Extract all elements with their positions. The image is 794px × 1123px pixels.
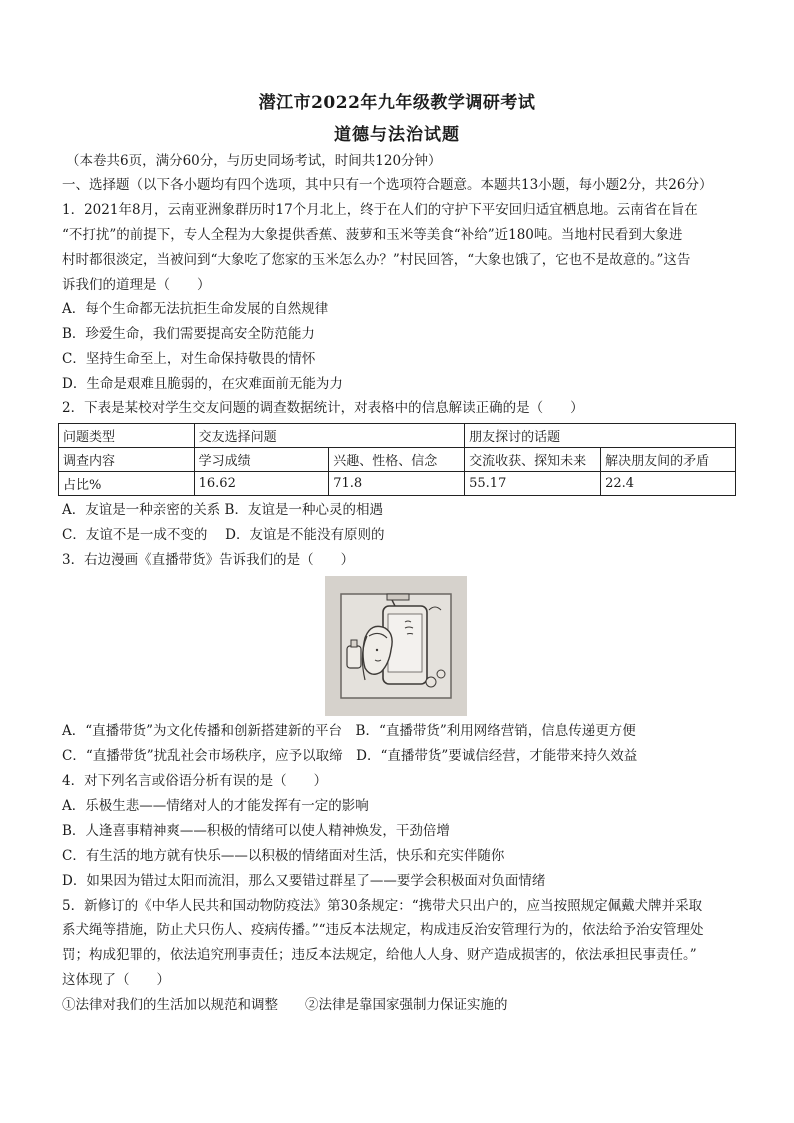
q1-option-c: C．坚持生命至上，对生命保持敬畏的情怀 (62, 351, 316, 367)
table-cell: 占比% (59, 472, 195, 496)
exam-title: 潜江市2022年九年级教学调研考试 (258, 93, 536, 113)
table-cell: 兴趣、性格、信念 (329, 448, 465, 472)
q4-option-b: B．人逢喜事精神爽——积极的情绪可以使人精神焕发，干劲倍增 (62, 823, 450, 839)
q1-stem-line-4: 诉我们的道理是（ ） (62, 277, 211, 293)
table-row (59, 424, 736, 448)
table-cell: 71.8 (329, 472, 465, 496)
q4-option-d: D．如果因为错过太阳而流泪，那么又要错过群星了——要学会积极面对负面情绪 (62, 873, 546, 889)
q5-statements: ①法律对我们的生活加以规范和调整 ②法律是靠国家强制力保证实施的 (62, 997, 508, 1013)
q4-option-c: C．有生活的地方就有快乐——以积极的情绪面对生活，快乐和充实伴随你 (62, 848, 505, 864)
section-heading: 一、选择题（以下各小题均有四个选项，其中只有一个选项符合题意。本题共13小题，每小题2分，共26分） (62, 177, 713, 193)
table-row (59, 448, 736, 472)
q4-stem: 4．对下列名言或俗语分析有误的是（ ） (62, 773, 328, 789)
table-cell: 16.62 (194, 472, 329, 496)
table-row (59, 472, 736, 496)
cartoon-illustration (325, 576, 467, 716)
exam-note: （本卷共6页，满分60分，与历史同场考试，时间共120分钟） (66, 153, 442, 169)
table-cell: 问题类型 (59, 424, 195, 448)
table-cell: 55.17 (465, 472, 601, 496)
q1-option-a: A．每个生命都无法抗拒生命发展的自然规律 (62, 301, 329, 317)
livestream-cartoon-image (325, 576, 467, 716)
q1-stem-line-2: “不打扰”的前提下，专人全程为大象提供香蕉、菠萝和玉米等美食“补给”近180吨。当地村民看到大象进 (62, 227, 683, 243)
table-cell: 22.4 (601, 472, 736, 496)
table-cell: 解决朋友间的矛盾 (601, 448, 736, 472)
survey-table (58, 423, 736, 496)
q1-stem-line-3: 村时都很淡定，当被问到“大象吃了您家的玉米怎么办？”村民回答，“大象也饿了，它也不是故意的。”这告 (62, 252, 691, 268)
table-cell: 朋友探讨的话题 (465, 424, 736, 448)
table-cell: 交流收获、探知未来 (465, 448, 601, 472)
q1-option-d: D．生命是艰难且脆弱的，在灾难面前无能为力 (62, 376, 343, 392)
q1-option-b: B．珍爱生命，我们需要提高安全防范能力 (62, 326, 315, 342)
q5-stem-line-4: 这体现了（ ） (62, 972, 170, 988)
q3-options-ab: A．“直播带货”为文化传播和创新搭建新的平台 B．“直播带货”利用网络营销，信息传递更方便 (62, 723, 636, 739)
q5-stem-line-3: 罚；构成犯罪的，依法追究刑事责任；违反本法规定，给他人人身、财产造成损害的，依法承担民事责任。” (62, 947, 697, 963)
table-cell: 交友选择问题 (194, 424, 465, 448)
q5-stem-line-2: 系犬绳等措施，防止犬只伤人、疫病传播。”“违反本法规定，构成违反治安管理行为的，依法给予治安管理处 (62, 922, 704, 938)
q2-stem: 2．下表是某校对学生交友问题的调查数据统计，对表格中的信息解读正确的是（ ） (62, 400, 584, 416)
q5-stem-line-1: 5．新修订的《中华人民共和国动物防疫法》第30条规定：“携带犬只出户的，应当按照规定佩戴犬牌并采取 (62, 898, 703, 914)
table-cell: 调查内容 (59, 448, 195, 472)
q2-options-ab: A．友谊是一种亲密的关系 B．友谊是一种心灵的相遇 (62, 502, 383, 518)
exam-subtitle: 道德与法治试题 (334, 125, 460, 145)
q3-options-cd: C．“直播带货”扰乱社会市场秩序，应予以取缔 D．“直播带货”要诚信经营，才能带来持久效益 (62, 748, 638, 764)
table-cell: 学习成绩 (194, 448, 329, 472)
q2-options-cd: C．友谊不是一成不变的 D．友谊是不能没有原则的 (62, 527, 385, 543)
q4-option-a: A．乐极生悲——情绪对人的才能发挥有一定的影响 (62, 798, 369, 814)
q3-stem: 3．右边漫画《直播带货》告诉我们的是（ ） (62, 552, 355, 568)
q1-stem-line-1: 1．2021年8月，云南亚洲象群历时17个月北上，终于在人们的守护下平安回归适宜栖息地。云南省在旨在 (62, 202, 698, 218)
